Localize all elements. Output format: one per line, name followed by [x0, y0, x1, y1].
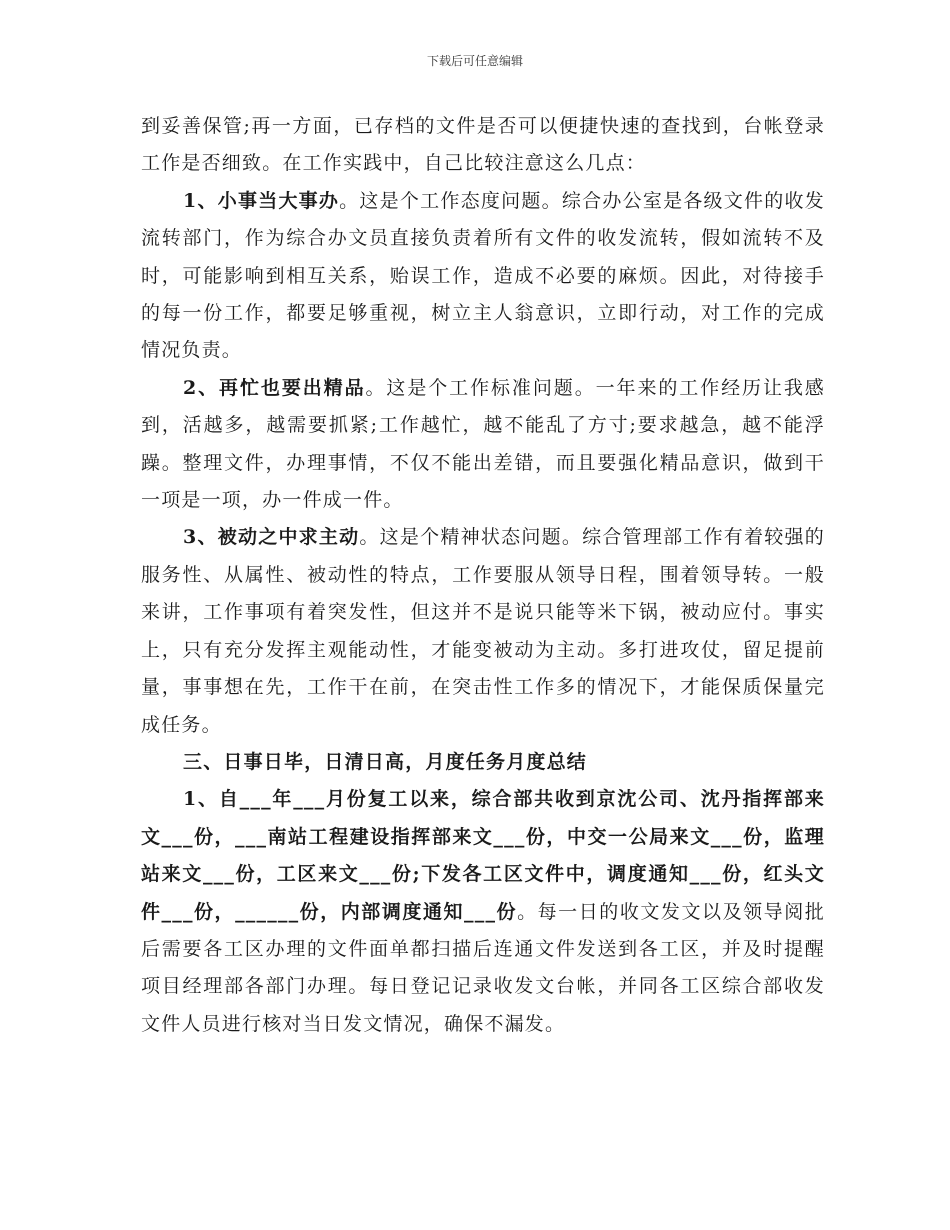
paragraph-section3-point-1: [141, 781, 825, 1043]
page-header: 下载后可任意编辑: [426, 54, 523, 68]
paragraph-text: 。这是个工作标准问题。一年来的工作经历让我感到，活越多，越需要抓紧;工作越忙，越不能乱了方寸;要求越急，越不能浮躁。整理文件，办理事情，不仅不能出差错，而且要强化精品意识，做到干一项是一项，办一件成一件。: [141, 376, 825, 512]
paragraph-point-1: [141, 183, 825, 370]
point-title: 2、再忙也要出精品: [183, 376, 366, 399]
paragraph-intro: [141, 108, 825, 183]
paragraph-text: 到妥善保管;再一方面，已存档的文件是否可以便捷快速的查找到，台帐登录工作是否细致。在工作实践中，自己比较注意这么几点：: [141, 115, 825, 175]
paragraph-text: 。这是个精神状态问题。综合管理部工作有着较强的服务性、从属性、被动性的特点，工作要服从领导日程，围着领导转。一般来讲，工作事项有着突发性，但这并不是说只能等米下锅，被动应付。事实上，只有充分发挥主观能动性，才能变被动为主动。多打进攻仗，留足提前量，事事想在先，工作干在前，在突击性工作多的情况下，才能保质保量完成任务。: [141, 526, 825, 736]
paragraph-point-2: [141, 370, 825, 520]
point-title: 1、小事当大事办: [183, 189, 340, 212]
point-title: 1、自___年___月份复工以来，综合部共收到京沈公司、沈丹指挥部来文___份，___南站工程建设指挥部来文___份，中交一公局来文___份，监理站来文___份，工区来文___份;下发各工区文件中，调度通知___份，红头文件___份，______份，内部调度通知___份: [141, 788, 825, 923]
point-title: 3、被动之中求主动: [183, 526, 360, 549]
document-body: [141, 108, 825, 1043]
paragraph-text: 。每一日的收文发文以及领导阅批后需要各工区办理的文件面单都扫描后连通文件发送到各工区，并及时提醒项目经理部各部门办理。每日登记记录收发文台帐，并同各工区综合部收发文件人员进行核对当日发文情况，确保不漏发。: [141, 900, 825, 1035]
paragraph-text: 。这是个工作态度问题。综合办公室是各级文件的收发流转部门，作为综合办文员直接负责着所有文件的收发流转，假如流转不及时，可能影响到相互关系，贻误工作，造成不必要的麻烦。因此，对待接手的每一份工作，都要足够重视，树立主人翁意识，立即行动，对工作的完成情况负责。: [141, 189, 825, 362]
section-heading: 三、日事日毕，日清日高，月度任务月度总结: [183, 750, 588, 773]
paragraph-point-3: [141, 519, 825, 743]
